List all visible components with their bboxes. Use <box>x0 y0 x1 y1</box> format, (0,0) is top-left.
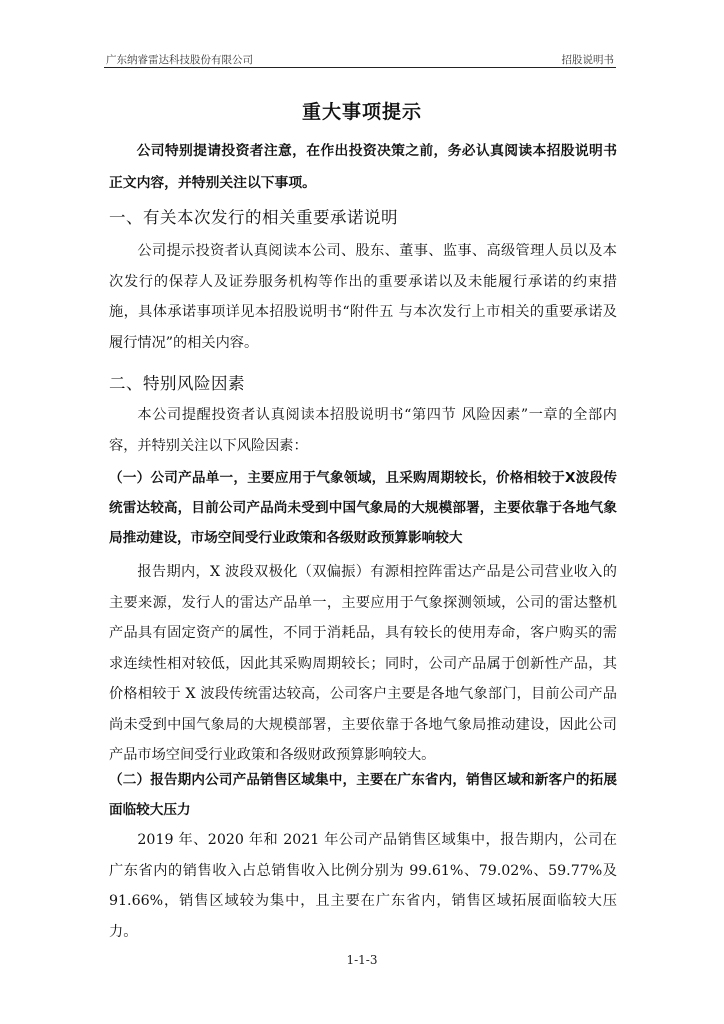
page-title: 重大事项提示 <box>301 101 422 123</box>
section1-heading-block <box>109 204 617 228</box>
risk1-heading-block <box>109 463 617 553</box>
section2-heading-block <box>109 370 617 394</box>
section1-heading: 一、有关本次发行的相关重要承诺说明 <box>109 208 398 227</box>
page-number: 1-1-3 <box>346 953 378 967</box>
risk2-paragraph: 2019 年、2020 年和 2021 年公司产品销售区域集中，报告期内，公司在广东省内的销售收入占总销售收入比例分别为 99.61%、79.02%、59.77%及91.66%，销售区域较为集中，且主要在广东省内，销售区域拓展面临较大压力。 <box>109 832 617 940</box>
risk2-body-block <box>109 825 617 947</box>
section1-body-block <box>109 236 617 358</box>
risk1-body-block <box>109 557 617 771</box>
section2-paragraph: 本公司提醒投资者认真阅读本招股说明书“第四节 风险因素”一章的全部内容，并特别关注以下风险因素： <box>109 407 617 454</box>
risk1-heading: （一）公司产品单一，主要应用于气象领域，且采购周期较长，价格相较于X波段传统雷达较高，目前公司产品尚未受到中国气象局的大规模部署，主要依靠于各地气象局推动建设，市场空间受行业政策和各级财政预算影响较大 <box>109 470 617 546</box>
header-company: 广东纳睿雷达科技股份有限公司 <box>106 54 253 66</box>
risk2-heading: （二）报告期内公司产品销售区域集中，主要在广东省内，销售区域和新客户的拓展面临较大压力 <box>109 772 617 818</box>
section2-body-block <box>109 400 617 461</box>
section1-paragraph: 公司提示投资者认真阅读本公司、股东、董事、监事、高级管理人员以及本次发行的保荐人及证券服务机构等作出的重要承诺以及未能履行承诺的约束措施，具体承诺事项详见本招股说明书“附件五 与本次发行上市相关的重要承诺及履行情况”的相关内容。 <box>109 243 617 351</box>
intro-paragraph: 公司特别提请投资者注意，在作出投资决策之前，务必认真阅读本招股说明书正文内容，并特别关注以下事项。 <box>109 143 617 191</box>
risk1-paragraph: 报告期内，X 波段双极化（双偏振）有源相控阵雷达产品是公司营业收入的主要来源，发行人的雷达产品单一，主要应用于气象探测领域，公司的雷达整机产品具有固定资产的属性，不同于消耗品，具有较长的使用寿命，客户购买的需求连续性相对较低，因此其采购周期较长；同时，公司产品属于创新性产品，其价格相较于 X 波段传统雷达较高，公司客户主要是各地气象部门，目前公司产品尚未受到中国气象局的大规模部署，主要依靠于各地气象局推动建设，因此公司产品市场空间受行业政策和各级财政预算影响较大。 <box>109 564 617 763</box>
header-doc-type: 招股说明书 <box>561 54 614 66</box>
page-header <box>104 51 616 68</box>
intro-block <box>109 135 617 199</box>
section2-heading: 二、特别风险因素 <box>109 374 245 393</box>
risk2-heading-block <box>109 765 617 825</box>
